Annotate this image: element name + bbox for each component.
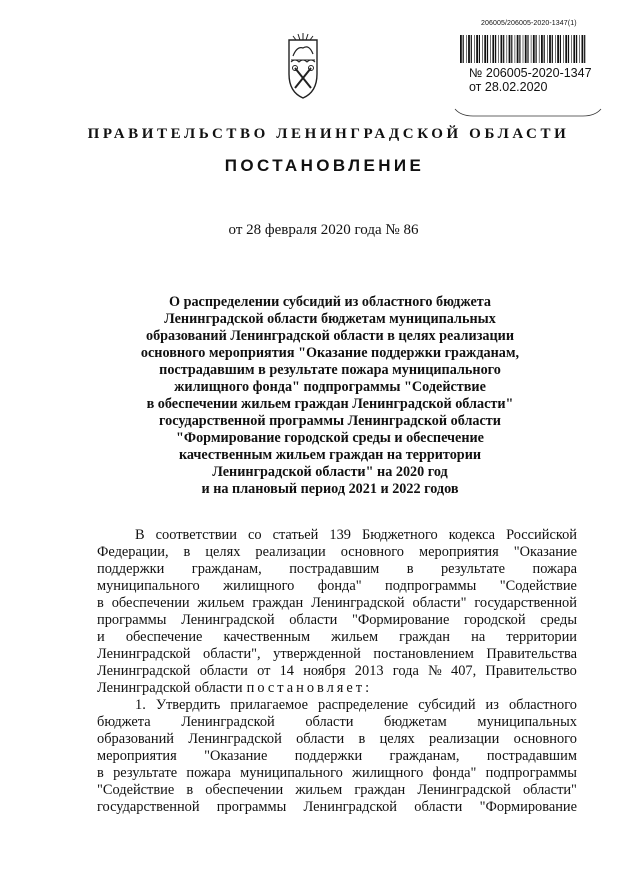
body-line: Ленинградской области от 14 ноября 2013 года № 407, Правительство — [97, 663, 577, 679]
coat-of-arms-icon — [283, 32, 323, 102]
body-line: муниципального жилищного фонда" подпрограммы "Содействие — [97, 578, 577, 594]
title-line: жилищного фонда" подпрограммы "Содействие — [174, 379, 486, 395]
barcode-bar — [507, 35, 508, 63]
body-line: в результате пожара муниципального жилищного фонда" подпрограммы — [97, 765, 577, 781]
barcode-bar — [495, 35, 496, 63]
barcode-bar — [533, 35, 535, 63]
title-line: Ленинградской области" на 2020 год — [212, 464, 448, 480]
barcode-bar — [560, 35, 561, 63]
barcode-bar — [484, 35, 486, 63]
barcode-bar — [525, 35, 527, 63]
body-line: бюджета Ленинградской области бюджетам муниципальных — [97, 714, 577, 730]
barcode-bar — [555, 35, 556, 63]
barcode-bar — [573, 35, 575, 63]
document-type: ПОСТАНОВЛЕНИЕ — [224, 156, 425, 175]
body-line: мероприятия "Оказание поддержки гражданам, пострадавшим — [97, 748, 577, 764]
barcode-bar — [490, 35, 491, 63]
barcode-bar — [565, 35, 567, 63]
barcode-bar — [527, 35, 528, 63]
stamp-code: 206005/206005-2020-1347(1) — [481, 20, 577, 27]
barcode-bar — [501, 35, 503, 63]
barcode-bar — [479, 35, 480, 63]
barcode-bar — [571, 35, 572, 63]
barcode-bar — [463, 35, 464, 63]
title-line: и на плановый период 2021 и 2022 годов — [201, 481, 459, 497]
title-line: основного мероприятия "Оказание поддержки гражданам, — [140, 345, 520, 361]
document-title — [100, 294, 560, 498]
barcode-bar — [584, 35, 585, 63]
stamp-bracket — [453, 108, 603, 118]
barcode-bar — [466, 35, 467, 63]
barcode-bar — [557, 35, 559, 63]
barcode-bar — [476, 35, 478, 63]
title-line: Ленинградской области бюджетам муниципальных — [164, 311, 496, 327]
barcode-bar — [552, 35, 553, 63]
body-line: программы Ленинградской области "Формирование городской среды — [97, 612, 577, 628]
title-line: пострадавшим в результате пожара муниципального — [159, 362, 501, 378]
body-line: Ленинградской области постановляет: — [97, 680, 373, 696]
barcode-bar — [539, 35, 540, 63]
body-line: и обеспечение качественным жильем граждан на территории — [97, 629, 577, 645]
barcode-bar — [517, 35, 519, 63]
barcode-bar — [498, 35, 499, 63]
barcode-bar — [515, 35, 516, 63]
barcode-bar — [519, 35, 520, 63]
barcode-bar — [582, 35, 584, 63]
registration-date: от 28.02.2020 — [469, 80, 548, 94]
body-line: Ленинградской области", утвержденной постановлением Правительства — [97, 646, 577, 662]
body-line: в обеспечении жильем граждан Ленинградской области" государственной — [97, 595, 577, 611]
body-line: В соответствии со статьей 139 Бюджетного кодекса Российской — [135, 527, 577, 543]
barcode-bar — [482, 35, 483, 63]
barcode-bar — [531, 35, 532, 63]
title-line: качественным жильем граждан на территории — [178, 447, 482, 463]
body-line: государственной программы Ленинградской области "Формирование — [97, 799, 577, 815]
barcode-bar — [563, 35, 564, 63]
barcode-bar — [492, 35, 494, 63]
document-date-number: от 28 февраля 2020 года № 86 — [228, 222, 419, 238]
registration-number: № 206005-2020-1347 — [469, 66, 592, 80]
body-line: "Содействие в обеспечении жильем граждан Ленинградской области" — [97, 782, 577, 798]
title-line: О распределении субсидий из областного бюджета — [168, 294, 491, 310]
body-line: поддержки гражданам, пострадавшим в результате пожара — [97, 561, 577, 577]
body-line: образований Ленинградской области в целях реализации основного — [97, 731, 577, 747]
title-line: образований Ленинградской области в целях реализации — [145, 328, 515, 344]
title-line: в обеспечении жильем граждан Ленинградской области" — [146, 396, 514, 412]
barcode-bar — [487, 35, 488, 63]
body-line: Федерации, в целях реализации основного мероприятия "Оказание — [97, 544, 577, 560]
barcode-bar — [471, 35, 472, 63]
barcode-bar — [568, 35, 569, 63]
barcode-bar — [544, 35, 545, 63]
barcode-bar — [511, 35, 512, 63]
government-name: ПРАВИТЕЛЬСТВО ЛЕНИНГРАДСКОЙ ОБЛАСТИ — [87, 126, 570, 142]
barcode-image — [460, 35, 588, 63]
barcode-bar — [541, 35, 543, 63]
body-line: 1. Утвердить прилагаемое распределение субсидий из областного — [135, 697, 577, 713]
barcode-bar — [523, 35, 524, 63]
barcode-bar — [468, 35, 470, 63]
decree-word: постановляет: — [246, 680, 373, 696]
document-body — [97, 527, 577, 816]
barcode-bar — [549, 35, 551, 63]
barcode-bar — [474, 35, 475, 63]
barcode-bar — [547, 35, 548, 63]
title-line: "Формирование городской среды и обеспечение — [176, 430, 484, 446]
barcode-bar — [536, 35, 537, 63]
barcode-bar — [509, 35, 511, 63]
barcode-bar — [460, 35, 462, 63]
barcode-bar — [579, 35, 580, 63]
title-line: государственной программы Ленинградской области — [159, 413, 501, 429]
barcode-bar — [503, 35, 504, 63]
barcode-bar — [576, 35, 577, 63]
